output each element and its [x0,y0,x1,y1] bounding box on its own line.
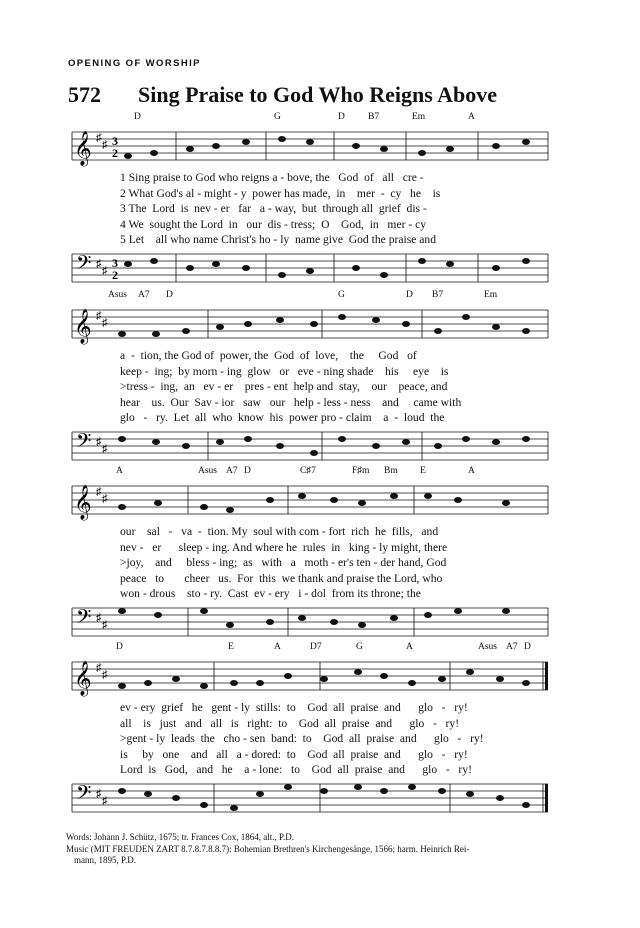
lyric-line: a - tion, the God of power, the God of love, the God of [120,349,417,362]
svg-text:♯: ♯ [102,619,108,631]
svg-text:3: 3 [112,256,118,270]
lyrics-verses [120,170,542,248]
treble-clef-icon: 𝄞 [74,486,92,519]
svg-text:♯: ♯ [96,258,102,270]
svg-text:♯: ♯ [96,788,102,800]
bass-staff [66,778,550,818]
lyric-line: our sal - va - tion. My soul with com - fort rich he fills, and [120,525,439,538]
lyric-line: is by one and all a - dored: to God all praise and glo - ry! [120,747,468,761]
hymn-number: 572 [68,82,101,107]
bass-staff [66,426,550,466]
chord-symbol: A [468,466,475,476]
chord-symbols [66,112,550,124]
bass-clef-icon: 𝄢 [76,431,92,457]
treble-clef-icon: 𝄞 [74,662,92,695]
chord-symbol: A [274,642,281,652]
svg-text:♯: ♯ [96,662,102,674]
chord-symbol: B7 [368,112,380,122]
treble-staff [66,126,550,166]
chord-symbol: Asus [108,290,128,300]
lyrics-verses [120,348,542,426]
music-credit-continued: mann, 1895, P.D. [74,855,137,865]
chord-symbol: Asus [198,466,218,476]
chord-symbol: D [244,466,251,476]
svg-text:♯: ♯ [102,139,108,151]
svg-text:3: 3 [112,134,118,148]
bass-clef-icon: 𝄢 [76,783,92,809]
svg-text:♯: ♯ [102,493,108,505]
music-credit: Music (MIT FREUDEN ZART 8.7.8.7.8.8.7): Bohemian Brethren's Kirchengesänge, 1566; harm. Heinrich Rei- [66,843,470,854]
chord-symbols [66,466,550,478]
lyric-line: 2 What God's al - might - y power has made, in mer - cy he is [120,186,441,200]
chord-symbol: A [116,466,123,476]
chord-symbols [66,290,550,302]
bass-staff [66,602,550,642]
lyric-line: keep - ing; by morn - ing glow or eve - ning shade his eye is [120,364,449,378]
chord-symbol: D [166,290,173,300]
chord-symbol: G [338,290,345,300]
svg-text:♯: ♯ [96,612,102,624]
chord-symbol: C♯7 [300,466,316,476]
chord-symbol: A [406,642,413,652]
svg-text:♯: ♯ [96,436,102,448]
chord-symbol: A7 [506,642,518,652]
lyric-line: peace to cheer us. For this we thank and praise the Lord, who [120,571,443,585]
svg-text:2: 2 [112,146,118,160]
svg-text:♯: ♯ [96,486,102,498]
lyrics-verses [120,524,542,602]
lyric-line: glo - ry. Let all who know his power pro - claim a - loud the [120,411,445,425]
chord-symbol: Asus [478,642,498,652]
chord-symbol: D [134,112,141,122]
lyric-line: hear us. Our Sav - ior saw our help - less - ness and came with [120,395,462,409]
chord-symbol: E [228,642,234,652]
lyrics-verses [120,700,542,778]
svg-text:♯: ♯ [102,795,108,807]
chord-symbol: G [356,642,363,652]
bass-staff [66,248,550,288]
chord-symbol: D [116,642,123,652]
lyric-line: 4 We sought the Lord in our dis - tress; O God, in mer - cy [120,217,427,231]
chord-symbol: B7 [432,290,444,300]
lyric-line: nev - er sleep - ing. And where he rules in king - ly might, there [120,540,448,554]
treble-staff [66,656,550,696]
music-system-1 [66,112,550,292]
svg-text:♯: ♯ [96,132,102,144]
chord-symbol: G [274,112,281,122]
lyric-line: won - drous sto - ry. Cast ev - ery i - dol from its throne; the [120,587,421,601]
chord-symbol: D [338,112,345,122]
lyric-line: >gent - ly leads the cho - sen band: to God all praise and glo - ry! [120,732,484,746]
treble-staff [66,304,550,344]
lyric-line: all is just and all is right: to God all praise and glo - ry! [120,716,460,730]
lyric-line: >joy, and bless - ing; as with a moth - er's ten - der hand, God [120,556,447,570]
music-system-2 [66,290,550,470]
lyric-line: Lord is God, and he a - lone: to God all praise and glo - ry! [120,763,472,777]
svg-text:♯: ♯ [102,443,108,455]
chord-symbol: E [420,466,426,476]
lyric-line: 5 Let all who name Christ's ho - ly name give God the praise and [120,233,437,247]
chord-symbol: D [524,642,531,652]
music-system-4 [66,642,550,822]
hymn-credits [66,832,546,867]
bass-clef-icon: 𝄢 [76,253,92,279]
treble-clef-icon: 𝄞 [74,132,92,165]
lyric-line: 3 The Lord is nev - er far a - way, but through all grief dis - [120,202,427,216]
lyric-line: ev - ery grief he gent - ly stills: to God all praise and glo - ry! [120,701,468,714]
hymn-title: Sing Praise to God Who Reigns Above [138,82,497,107]
chord-symbol: F♯m [352,466,370,476]
lyric-line: >tress - ing, an ev - er pres - ent help and stay, our peace, and [120,380,448,394]
chord-symbol: D [406,290,413,300]
chord-symbols [66,642,550,654]
chord-symbol: Em [412,112,426,122]
lyric-line: 1 Sing praise to God who reigns a - bove, the God of all cre - [120,171,424,184]
treble-staff [66,480,550,520]
treble-clef-icon: 𝄞 [74,310,92,343]
chord-symbol: D7 [310,642,322,652]
chord-symbol: A7 [226,466,238,476]
svg-text:2: 2 [112,268,118,282]
chord-symbol: Em [484,290,498,300]
chord-symbol: Bm [384,466,398,476]
chord-symbol: A [468,112,475,122]
chord-symbol: A7 [138,290,150,300]
music-system-3 [66,466,550,646]
svg-text:♯: ♯ [102,669,108,681]
svg-text:♯: ♯ [96,310,102,322]
svg-text:♯: ♯ [102,317,108,329]
words-credit: Words: Johann J. Schütz, 1675; tr. Frances Cox, 1864, alt., P.D. [66,832,295,842]
bass-clef-icon: 𝄢 [76,607,92,633]
svg-text:♯: ♯ [102,265,108,277]
section-heading: OPENING OF WORSHIP [68,58,201,69]
